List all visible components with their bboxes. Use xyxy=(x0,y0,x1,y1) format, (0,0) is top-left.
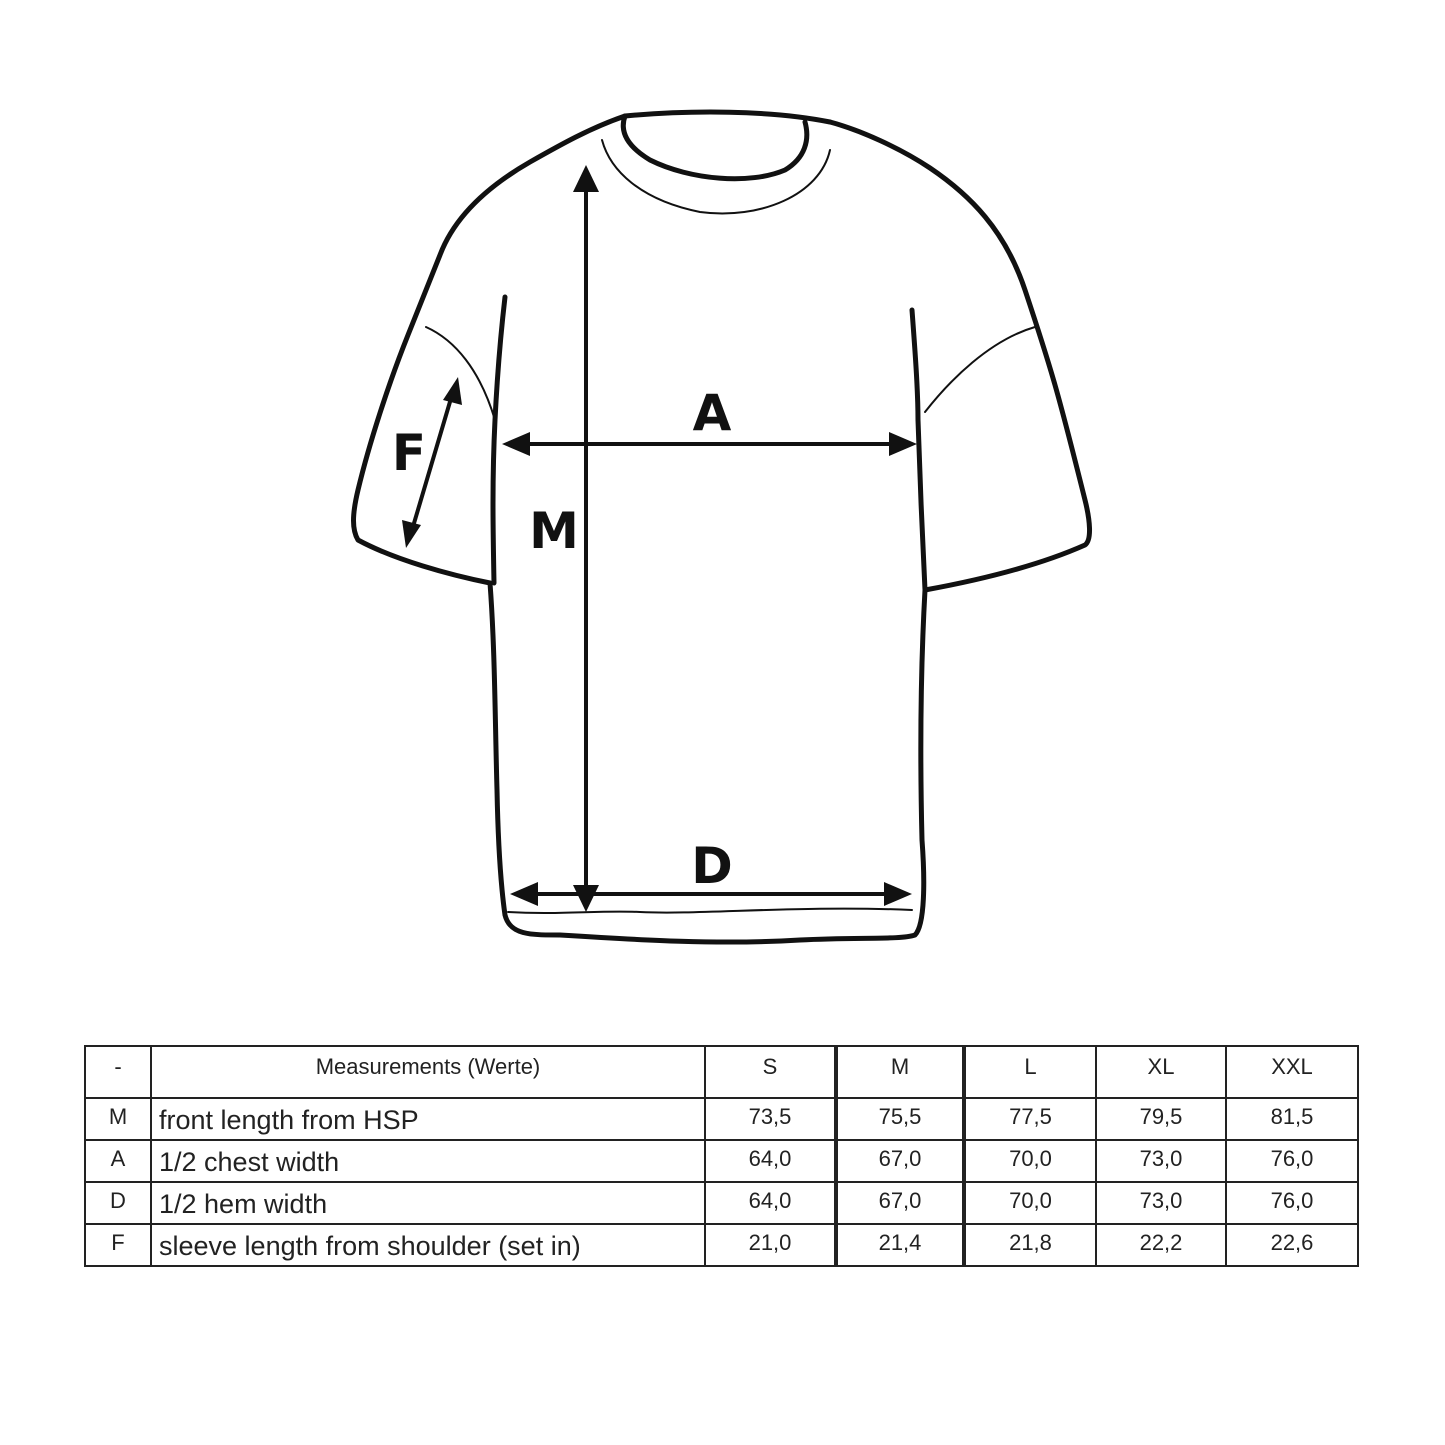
row-value: 67,0 xyxy=(836,1140,964,1182)
row-label: 1/2 hem width xyxy=(151,1182,705,1224)
header-size-xxl: XXL xyxy=(1226,1046,1358,1098)
row-value: 76,0 xyxy=(1226,1140,1358,1182)
table-row xyxy=(85,1140,1358,1182)
row-code: F xyxy=(85,1224,151,1266)
row-value: 77,5 xyxy=(964,1098,1096,1140)
row-value: 79,5 xyxy=(1096,1098,1226,1140)
header-size-m: M xyxy=(836,1046,964,1098)
size-chart-table xyxy=(84,1045,1359,1267)
row-code: M xyxy=(85,1098,151,1140)
header-size-l: L xyxy=(964,1046,1096,1098)
row-code: D xyxy=(85,1182,151,1224)
header-measurement: Measurements (Werte) xyxy=(151,1046,705,1098)
row-label: 1/2 chest width xyxy=(151,1140,705,1182)
label-m: M xyxy=(529,502,579,560)
label-a: A xyxy=(692,384,732,442)
t-shirt-outline-icon xyxy=(354,112,1090,942)
row-value: 76,0 xyxy=(1226,1182,1358,1224)
label-f: F xyxy=(391,424,427,482)
row-value: 73,0 xyxy=(1096,1140,1226,1182)
row-value: 64,0 xyxy=(705,1182,836,1224)
row-value: 81,5 xyxy=(1226,1098,1358,1140)
row-label: front length from HSP xyxy=(151,1098,705,1140)
row-value: 75,5 xyxy=(836,1098,964,1140)
table-row xyxy=(85,1182,1358,1224)
row-code: A xyxy=(85,1140,151,1182)
row-value: 70,0 xyxy=(964,1182,1096,1224)
row-value: 64,0 xyxy=(705,1140,836,1182)
row-value: 22,2 xyxy=(1096,1224,1226,1266)
label-d: D xyxy=(691,837,733,895)
row-value: 67,0 xyxy=(836,1182,964,1224)
table-row xyxy=(85,1098,1358,1140)
table-row xyxy=(85,1224,1358,1266)
row-label: sleeve length from shoulder (set in) xyxy=(151,1224,705,1266)
row-value: 21,4 xyxy=(836,1224,964,1266)
row-value: 73,5 xyxy=(705,1098,836,1140)
table-header-row xyxy=(85,1046,1358,1098)
header-size-xl: XL xyxy=(1096,1046,1226,1098)
row-value: 21,0 xyxy=(705,1224,836,1266)
row-value: 21,8 xyxy=(964,1224,1096,1266)
row-value: 70,0 xyxy=(964,1140,1096,1182)
header-code: - xyxy=(85,1046,151,1098)
row-value: 73,0 xyxy=(1096,1182,1226,1224)
row-value: 22,6 xyxy=(1226,1224,1358,1266)
header-size-s: S xyxy=(705,1046,836,1098)
